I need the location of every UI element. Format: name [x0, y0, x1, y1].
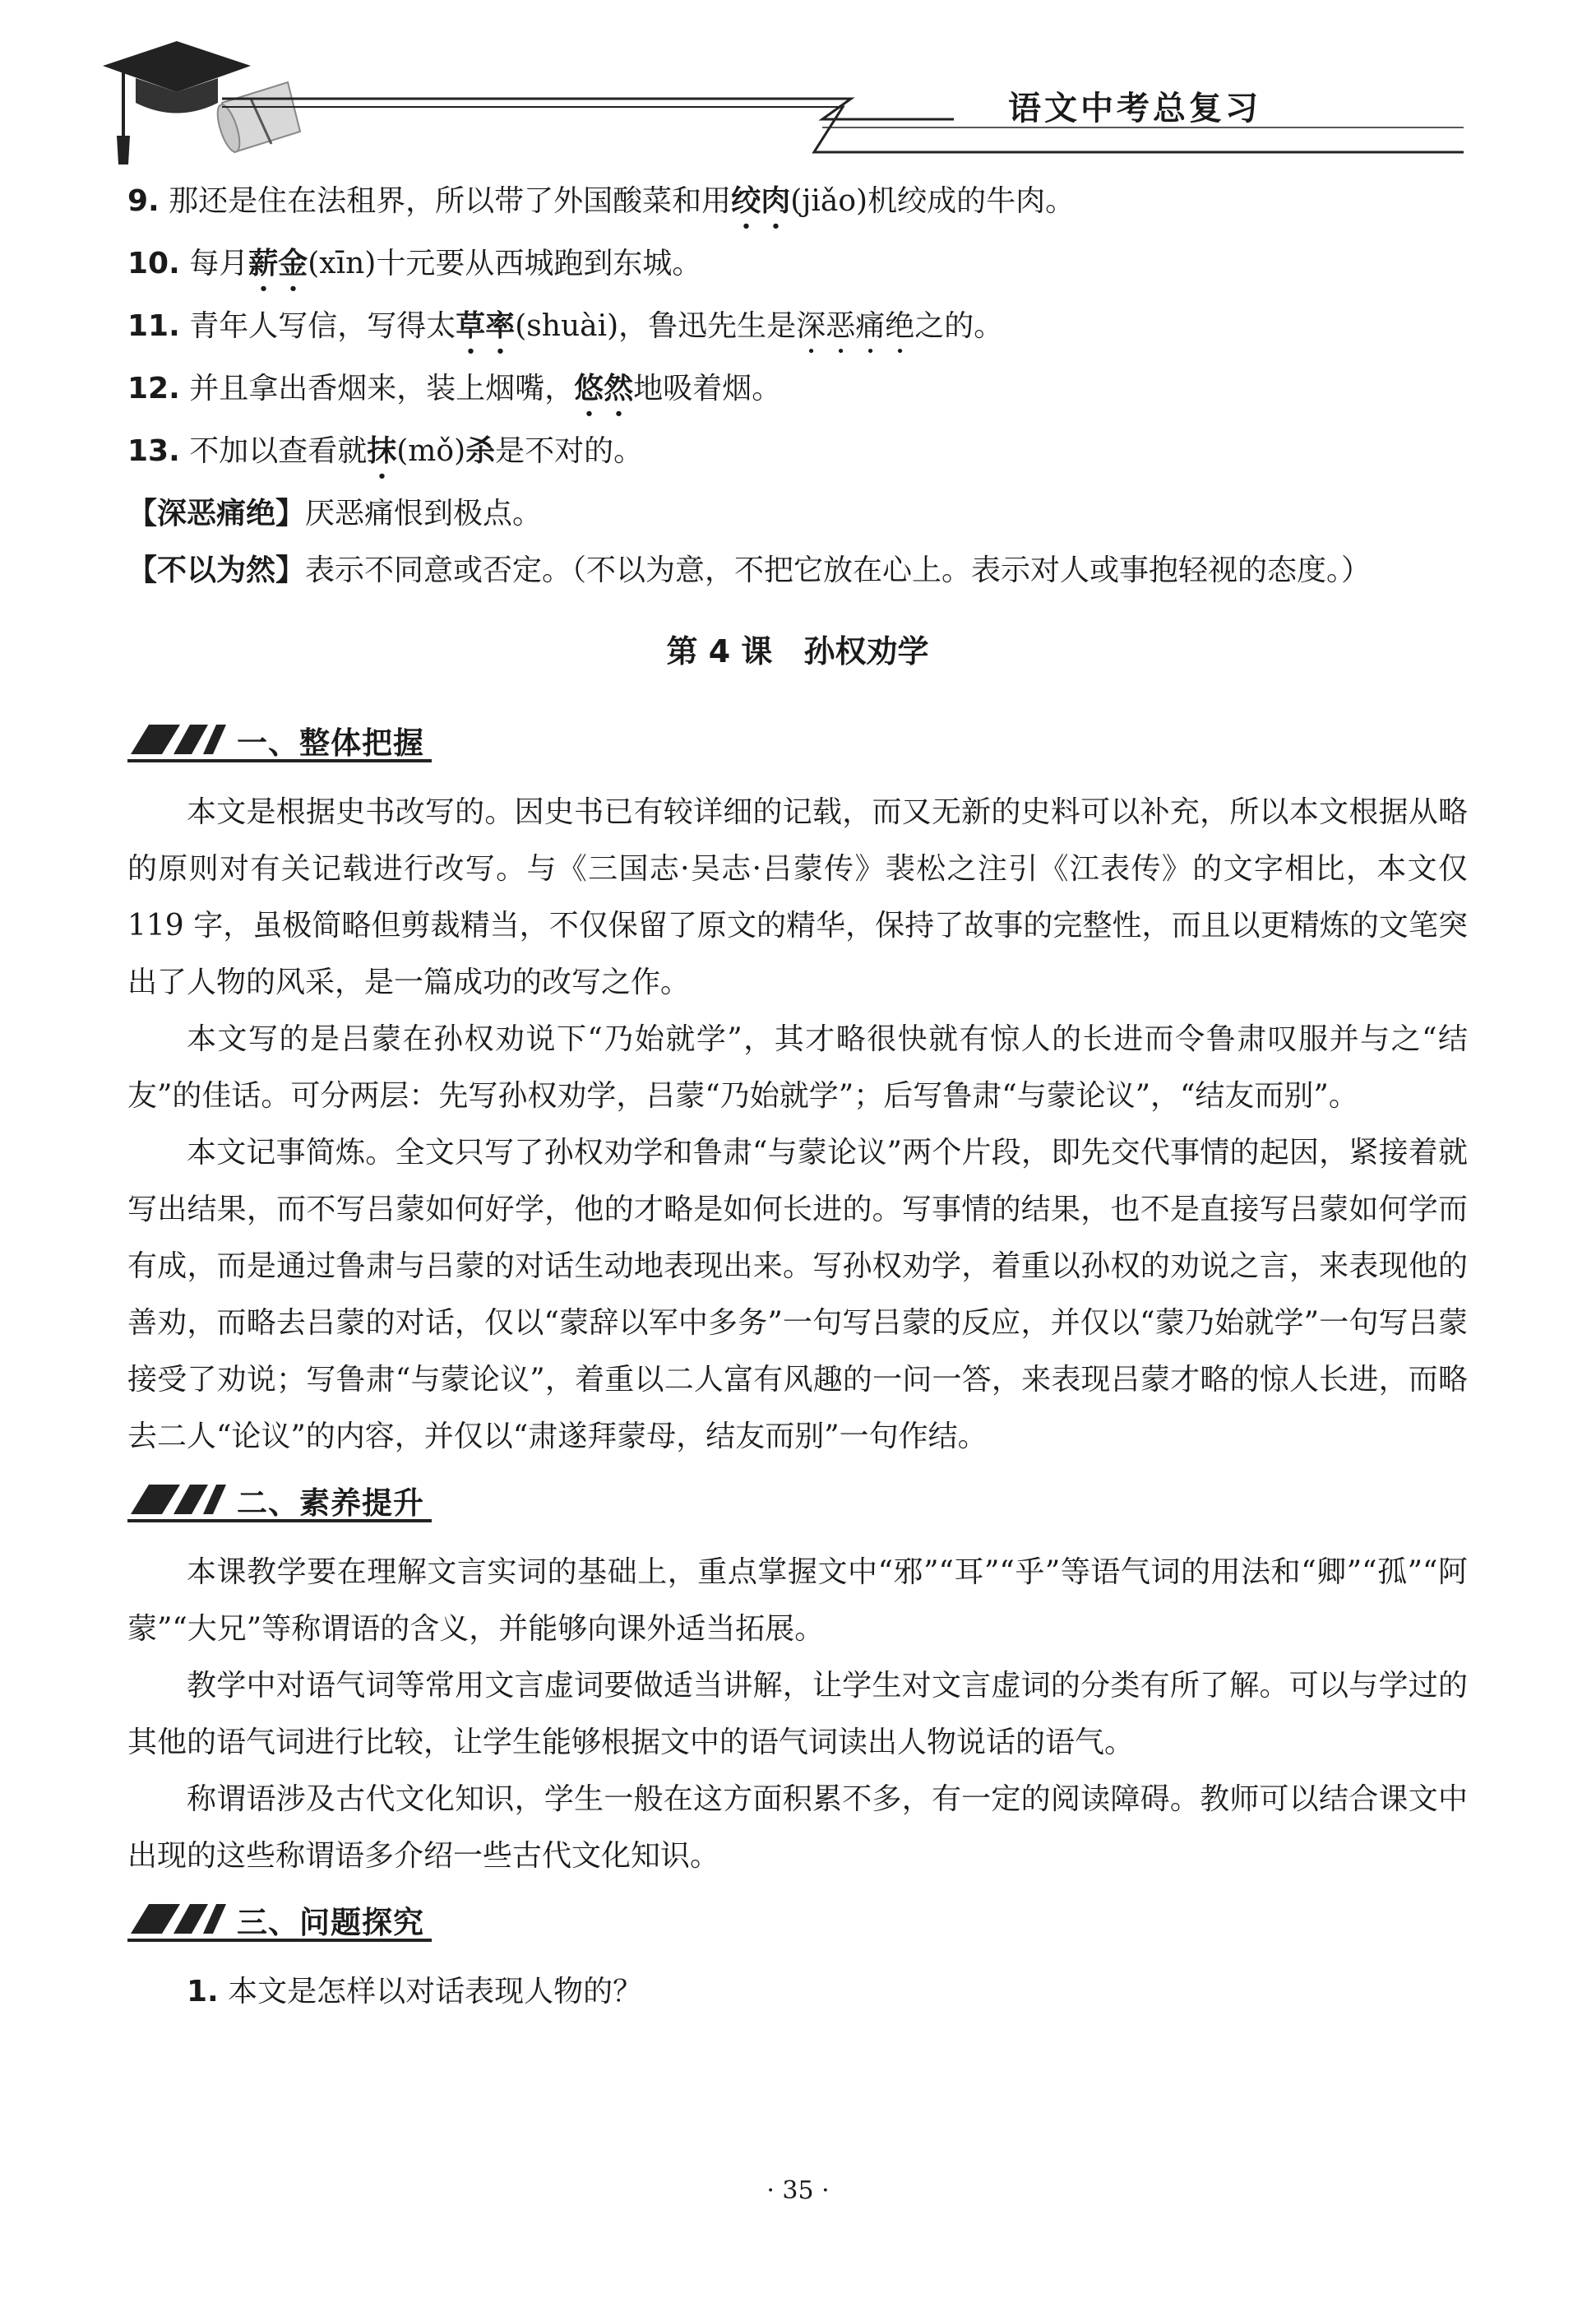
definition-1	[127, 485, 1468, 542]
paragraph: 本文写的是吕蒙在孙权劝说下“乃始就学”，其才略很快就有惊人的长进而令鲁肃叹服并与之“结友”的佳话。可分两层：先写孙权劝学，吕蒙“乃始就学”；后写鲁肃“与蒙论议”，“结友而别”。	[127, 1022, 1468, 1113]
vocab-item-9	[127, 173, 1468, 235]
dotted-word: 抹	[367, 433, 397, 468]
section-heading-3	[127, 1893, 1468, 1945]
vocab-item-10	[127, 235, 1468, 298]
definition-2	[127, 542, 1468, 599]
section-label: 三、问题探究	[237, 1905, 424, 1940]
pinyin: (jiǎo)	[790, 184, 868, 218]
text: 之的。	[914, 309, 1004, 343]
paragraph: 教学中对语气词等常用文言虚词要做适当讲解，让学生对文言虚词的分类有所了解。可以与学过的其他的语气词进行比较，让学生能够根据文中的语气词读出人物说话的语气。	[127, 1669, 1468, 1759]
diploma-scroll-icon	[213, 82, 300, 155]
section-label: 二、素养提升	[237, 1485, 424, 1521]
definition-text: 表示不同意或否定。（不以为意，不把它放在心上。表示对人或事抱轻视的态度。）	[305, 554, 1372, 587]
section-heading-2	[127, 1473, 1468, 1526]
header-title: 语文中考总复习	[1008, 89, 1261, 127]
text: 十元要从西城跑到东城。	[376, 247, 702, 280]
item-number: 11.	[127, 309, 180, 343]
dotted-word: 薪金	[248, 246, 308, 280]
lesson-number: 第 4 课	[666, 633, 773, 669]
section-label: 一、整体把握	[237, 725, 424, 761]
lesson-title	[127, 623, 1468, 680]
pinyin: (mǒ)	[396, 434, 466, 468]
text: ，鲁迅先生是	[618, 309, 797, 343]
dotted-word: 悠然	[574, 371, 634, 405]
dotted-word: 深恶痛绝	[796, 309, 915, 343]
question-text: 本文是怎样以对话表现人物的？	[218, 1975, 643, 2008]
section-heading-1	[127, 713, 1468, 766]
page-content	[127, 173, 1468, 2020]
pinyin: (xīn)	[308, 247, 377, 280]
question-1	[127, 1963, 1468, 2020]
text: 机绞成的牛肉。	[867, 184, 1076, 218]
text: 青年人写信，写得太	[179, 309, 456, 343]
definition-term: 【不以为然】	[127, 553, 306, 587]
item-number: 10.	[127, 247, 180, 280]
paragraph: 本文是根据史书改写的。因史书已有较详细的记载，而又无新的史料可以补充，所以本文根据从略的原则对有关记载进行改写。与《三国志·吴志·吕蒙传》裴松之注引《江表传》的文字相比，本文仅 119 字，虽极简略但剪裁精当，不仅保留了原文的精华，保持了故事的完整性，而且以更精炼的文笔突出了人物的风采，是一篇成功的改写之作。	[127, 795, 1468, 999]
paragraph: 称谓语涉及古代文化知识，学生一般在这方面积累不多，有一定的阅读障碍。教师可以结合课文中出现的这些称谓语多介绍一些古代文化知识。	[127, 1782, 1468, 1873]
dotted-word: 绞肉	[731, 183, 791, 218]
definition-text: 厌恶痛恨到极点。	[305, 497, 543, 530]
page-number: · 35 ·	[766, 2176, 830, 2205]
text: 每月	[179, 247, 249, 280]
text: 并且拿出香烟来，装上烟嘴，	[179, 372, 575, 405]
dotted-word: 草率	[456, 308, 516, 343]
text: 不加以查看就	[179, 434, 368, 468]
pinyin: (shuài)	[515, 309, 619, 343]
item-number: 12.	[127, 372, 180, 405]
item-number: 9.	[127, 184, 160, 218]
vocab-item-12	[127, 360, 1468, 423]
text: 那还是住在法租界，所以带了外国酸菜和用	[159, 184, 732, 218]
vocab-item-13	[127, 423, 1468, 485]
paragraph: 本文记事简炼。全文只写了孙权劝学和鲁肃“与蒙论议”两个片段，即先交代事情的起因，紧接着就写出结果，而不写吕蒙如何好学，他的才略是如何长进的。写事情的结果，也不是直接写吕蒙如何学而有成，而是通过鲁肃与吕蒙的对话生动地表现出来。写孙权劝学，着重以孙权的劝说之言，来表现他的善劝，而略去吕蒙的对话，仅以“蒙辞以军中多务”一句写吕蒙的反应，并仅以“蒙乃始就学”一句写吕蒙接受了劝说；写鲁肃“与蒙论议”，着重以二人富有风趣的一问一答，来表现吕蒙才略的惊人长进，而略去二人“论议”的内容，并仅以“肃遂拜蒙母，结友而别”一句作结。	[127, 1136, 1468, 1453]
paragraph: 本课教学要在理解文言实词的基础上，重点掌握文中“邪”“耳”“乎”等语气词的用法和“卿”“孤”“阿蒙”“大兄”等称谓语的含义，并能够向课外适当拓展。	[127, 1555, 1468, 1646]
question-number: 1.	[187, 1975, 219, 2008]
definition-term: 【深恶痛绝】	[127, 496, 306, 530]
lesson-name: 孙权劝学	[803, 633, 929, 669]
vocab-item-11	[127, 298, 1468, 360]
item-number: 13.	[127, 434, 180, 468]
text: 地吸着烟。	[633, 372, 782, 405]
text: 是不对的。	[495, 434, 644, 468]
bold-word: 杀	[465, 433, 496, 468]
